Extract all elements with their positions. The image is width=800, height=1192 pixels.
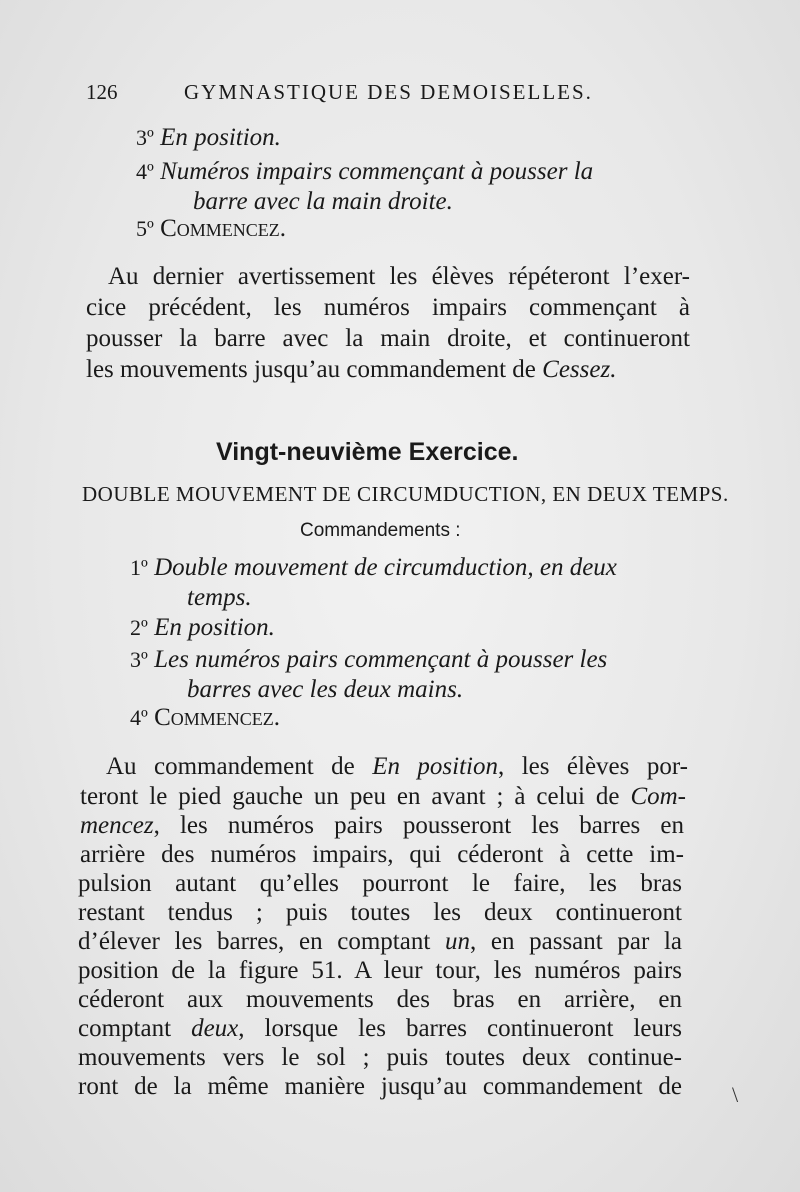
paragraph-line: mouvements vers le sol ; puis toutes deux continue- [78,1044,682,1071]
list-item: 3º En position. [136,124,281,151]
paragraph-line: Au dernier avertissement les élèves répéteront l’exer- [108,263,690,290]
paragraph-line: ront de la même manière jusqu’au commandement de [78,1073,682,1100]
paragraph-line: les mouvements jusqu’au commandement de Cessez. [86,356,617,383]
paragraph-line: pousser la barre avec la main droite, et continueront [86,325,690,352]
margin-mark: \ [732,1082,739,1107]
list-item-continuation: barre avec la main droite. [193,188,453,215]
command-item: 3º Les numéros pairs commençant à pousser les [130,646,608,673]
paragraph-line: pulsion autant qu’elles pourront le faire, les bras [78,870,682,897]
section-subtitle: DOUBLE MOUVEMENT DE CIRCUMDUCTION, EN DEUX TEMPS. [82,482,729,506]
paragraph-line: restant tendus ; puis toutes les deux continueront [78,899,682,926]
paragraph-line: cice précédent, les numéros impairs commençant à [86,294,690,321]
running-title: GYMNASTIQUE DES DEMOISELLES. [184,80,593,104]
paragraph-line: d’élever les barres, en comptant un, en passant par la [78,928,683,955]
page-number: 126 [86,80,118,104]
paragraph-line: mencez, les numéros pairs pousseront les barres en [80,812,684,839]
paragraph-line: position de la figure 51. A leur tour, les numéros pairs [78,957,682,984]
paragraph-line: Au commandement de En position, les élèves por- [106,753,688,780]
command-item-continuation: barres avec les deux mains. [187,676,464,703]
paragraph-line: teront le pied gauche un peu en avant ; à celui de Com- [80,783,686,810]
list-item: 5º Commencez. [136,215,287,242]
paragraph-line: céderont aux mouvements des bras en arrière, en [78,986,682,1013]
paragraph-line: comptant deux, lorsque les barres continueront leurs [78,1015,683,1042]
list-item: 4º Numéros impairs commençant à pousser la [136,158,594,185]
section-title: Vingt-neuvième Exercice. [216,438,519,466]
command-item: 1º Double mouvement de circumduction, en deux [130,554,617,581]
command-item: 2º En position. [130,614,275,641]
paragraph-line: arrière des numéros impairs, qui céderont à cette im- [80,841,684,868]
commands-label: Commandements : [300,520,461,541]
command-item: 4º Commencez. [130,704,281,731]
command-item-continuation: temps. [187,584,252,611]
